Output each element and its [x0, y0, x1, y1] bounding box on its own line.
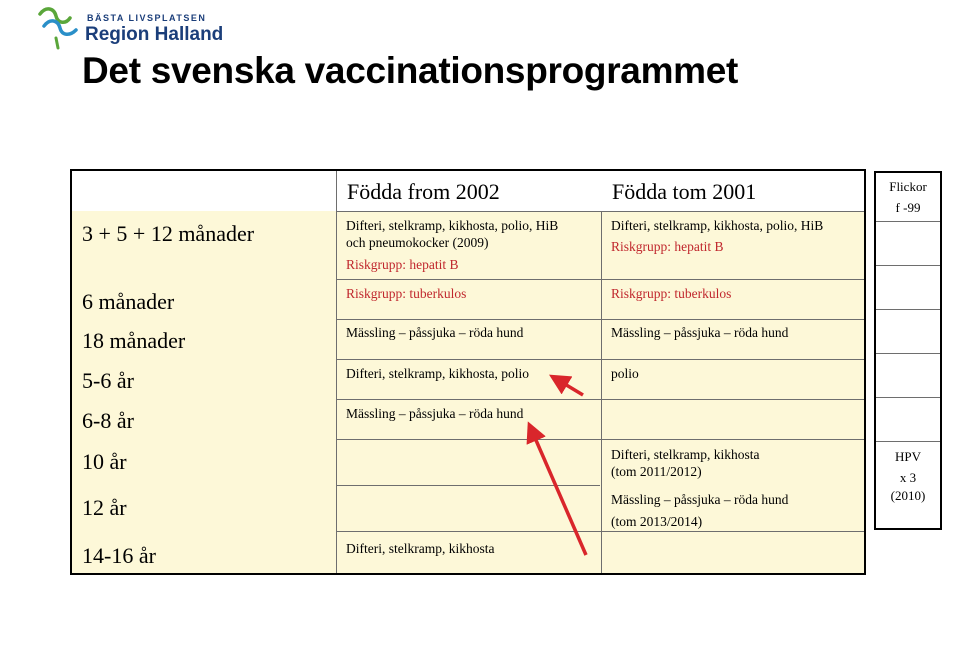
age-label: 14-16 år [82, 543, 156, 568]
cell-text: Mässling – påssjuka – röda hund [611, 325, 789, 340]
age-label: 12 år [82, 495, 127, 520]
side-header-text: f -99 [895, 200, 921, 215]
cell-text: Mässling – påssjuka – röda hund [346, 325, 524, 340]
cell-text-risk: Riskgrupp: tuberkulos [346, 286, 467, 301]
age-label: 5-6 år [82, 368, 134, 393]
cell-text-risk: Riskgrupp: tuberkulos [611, 286, 732, 301]
hpv-text: x 3 [899, 470, 917, 485]
cell-text: och pneumokocker (2009) [346, 235, 489, 250]
cell-text: (tom 2011/2012) [611, 464, 702, 479]
header-born-tom-2001: Födda tom 2001 [612, 179, 757, 204]
hpv-text: HPV [894, 449, 921, 464]
logo-name: Region Halland [85, 24, 224, 45]
cell-text-risk: Riskgrupp: hepatit B [611, 239, 724, 254]
vaccination-table [70, 169, 866, 575]
header-born-from-2002: Födda from 2002 [347, 179, 500, 204]
cell-text: (tom 2013/2014) [611, 514, 703, 529]
page-title: Det svenska vaccinationsprogrammet [82, 50, 739, 91]
cell-text: Difteri, stelkramp, kikhosta, polio, HiB [611, 218, 824, 233]
region-halland-logo [36, 4, 256, 50]
cell-text: Difteri, stelkramp, kikhosta, polio [346, 366, 529, 381]
cell-text: Difteri, stelkramp, kikhosta, polio, HiB [346, 218, 559, 233]
girls-table [874, 171, 942, 530]
side-header-text: Flickor [889, 179, 927, 194]
cell-text: Difteri, stelkramp, kikhosta [611, 447, 760, 462]
age-label: 3 + 5 + 12 månader [82, 221, 255, 246]
cell-text: polio [611, 366, 639, 381]
cell-text-risk: Riskgrupp: hepatit B [346, 257, 459, 272]
logo-tagline: BÄSTA LIVSPLATSEN [87, 13, 207, 23]
cell-text: Mässling – påssjuka – röda hund [611, 492, 789, 507]
age-label: 10 år [82, 449, 127, 474]
cell-text: Mässling – påssjuka – röda hund [346, 406, 524, 421]
age-label: 6-8 år [82, 408, 134, 433]
age-label: 6 månader [82, 289, 175, 314]
cell-text: Difteri, stelkramp, kikhosta [346, 541, 495, 556]
logo-mark-icon [36, 4, 86, 50]
age-label: 18 månader [82, 328, 186, 353]
hpv-text: (2010) [890, 488, 926, 503]
